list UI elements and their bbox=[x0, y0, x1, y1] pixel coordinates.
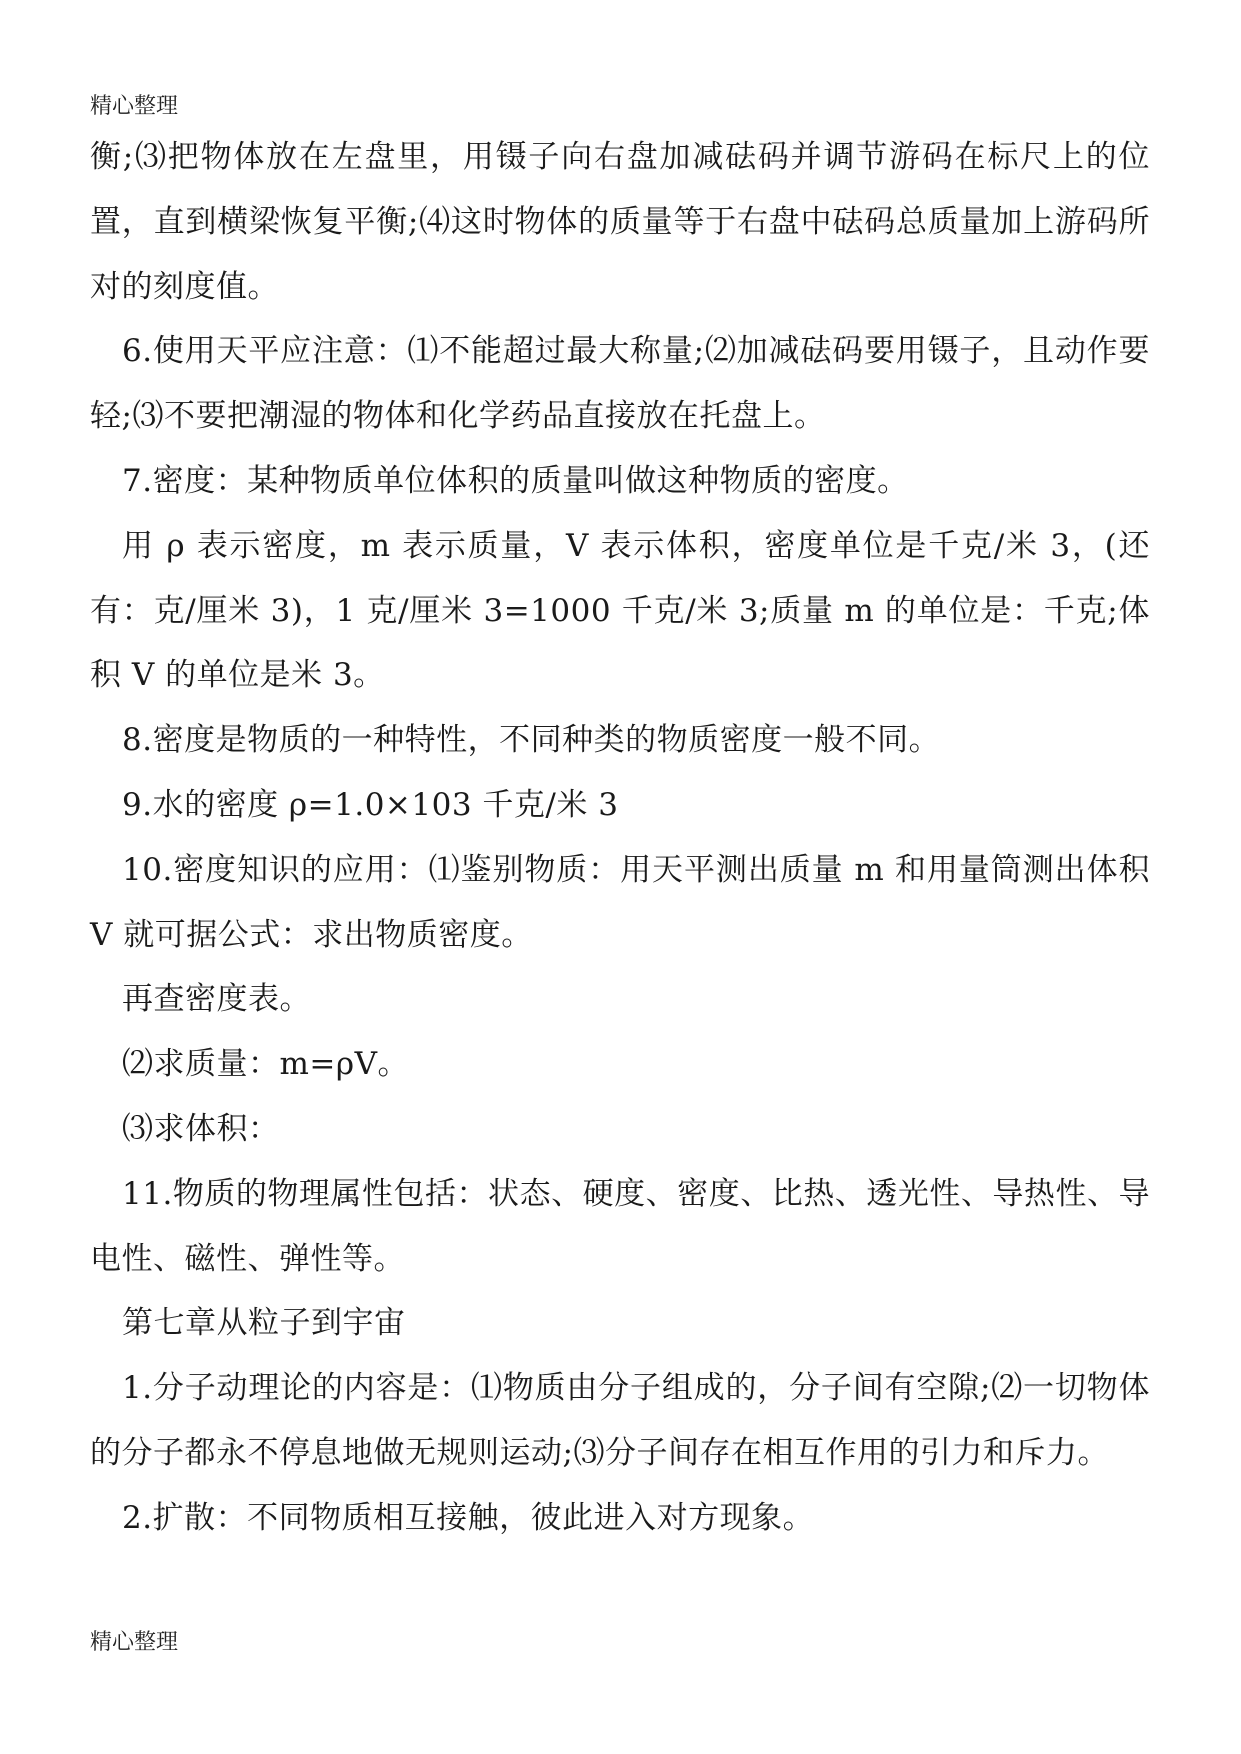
paragraph-density-definition: 7.密度：某种物质单位体积的质量叫做这种物质的密度。 bbox=[122, 462, 909, 499]
paragraph-density-units: 用 ρ 表示密度，m 表示质量，V 表示体积，密度单位是千克/米 3，(还有：克/厘米 3)，1 克/厘米 3=1000 千克/米 3;质量 m 的单位是：千克;体积 V 的单位是米 3。 bbox=[90, 527, 1150, 694]
chapter-heading: 第七章从粒子到宇宙 bbox=[122, 1305, 406, 1342]
paragraph-find-mass: ⑵求质量：m=ρV。 bbox=[122, 1046, 409, 1083]
paragraph-physical-properties: 11.物质的物理属性包括：状态、硬度、密度、比热、透光性、导热性、导电性、磁性、弹性等。 bbox=[90, 1175, 1150, 1277]
page-header: 精心整理 bbox=[90, 94, 179, 119]
paragraph-balance-cautions: 6.使用天平应注意：⑴不能超过最大称量;⑵加减砝码要用镊子，且动作要轻;⑶不要把潮湿的物体和化学药品直接放在托盘上。 bbox=[90, 333, 1150, 435]
paragraph-molecular-theory: 1.分子动理论的内容是：⑴物质由分子组成的，分子间有空隙;⑵一切物体的分子都永不停息地做无规则运动;⑶分子间存在相互作用的引力和斥力。 bbox=[90, 1370, 1150, 1471]
paragraph-diffusion: 2.扩散：不同物质相互接触，彼此进入对方现象。 bbox=[122, 1499, 815, 1536]
paragraph-density-property: 8.密度是物质的一种特性，不同种类的物质密度一般不同。 bbox=[122, 722, 941, 759]
paragraph-density-application: 10.密度知识的应用：⑴鉴别物质：用天平测出质量 m 和用量筒测出体积 V 就可据公式：求出物质密度。 bbox=[90, 851, 1150, 953]
paragraph-find-volume: ⑶求体积： bbox=[122, 1110, 280, 1147]
body-text bbox=[90, 125, 1150, 1551]
paragraph-balance-steps: 衡;⑶把物体放在左盘里，用镊子向右盘加减砝码并调节游码在标尺上的位置，直到横梁恢复平衡;⑷这时物体的质量等于右盘中砝码总质量加上游码所对的刻度值。 bbox=[90, 139, 1150, 305]
page-footer: 精心整理 bbox=[90, 1630, 179, 1655]
paragraph-water-density: 9.水的密度 ρ=1.0×103 千克/米 3 bbox=[122, 786, 619, 823]
paragraph-density-table: 再查密度表。 bbox=[122, 981, 311, 1018]
